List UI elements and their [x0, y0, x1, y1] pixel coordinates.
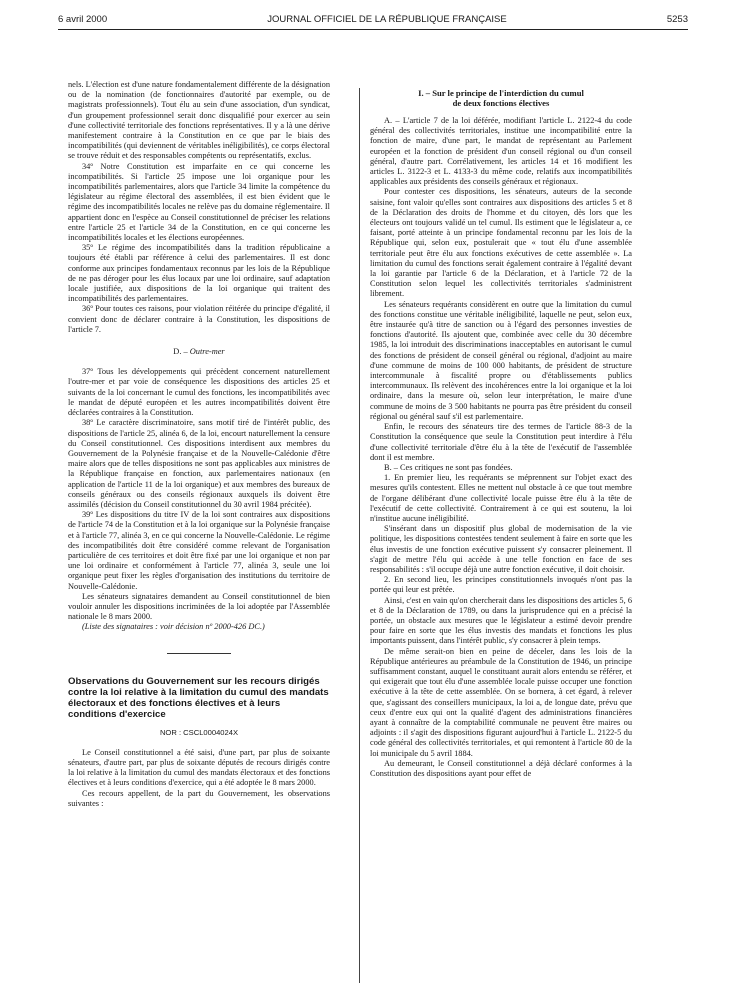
paragraph: Enfin, le recours des sénateurs tire des termes de l'article 88-3 de la Constitution la conséquence que seule la Constitution peut interdire à l'élu d'une collectivité territoriale d'être élu à la tête de l'exécutif de l'assemblée dont il est membre.	[370, 422, 632, 462]
section-heading	[370, 88, 632, 108]
paragraph: 38º Le caractère discriminatoire, sans motif tiré de l'intérêt public, des dispositions de l'article 25, alinéa 6, de la loi, encourt naturellement la censure du Conseil constitutionnel. Ces dispositions interdisent aux membres du Gouvernement de la Polynésie française et de la Nouvelle-Calédonie d'être maire alors que de telles dispositions ne sont pas applicables aux ministres de la République française en fonction, aux parlementaires nationaux (en application de l'article 11 de la loi organique) et aux membres des bureaux de conseils généraux ou des conseils régionaux auxquels ils doivent être assimilés (décision du Conseil constitutionnel du 30 avril 1984 précitée).	[68, 418, 330, 509]
paragraph: S'insérant dans un dispositif plus global de modernisation de la vie politique, les dispositions contestées tendent seulement à faire en sorte que les élus investis de une fonction exécutive puissent s'y consacrer pleinement. Il s'agit de mettre l'élu qui accède à une telle fonction en face de ses responsabilités : s'il occupe déjà une autre fonction exécutive, il doit choisir.	[370, 524, 632, 574]
paragraph: A. – L'article 7 de la loi déférée, modifiant l'article L. 2122-4 du code général des collectivités territoriales, institue une incompatibilité entre la fonction de maire, d'une part, le mandat de représentant au Parlement européen et la fonction de président d'un conseil régional ou d'un conseil général, d'autre part. Corrélativement, les articles 14 et 16 modifient les articles L. 3122-3 et L. 4133-3 du même code, relatifs aux incompatibilités applicables aux présidents des conseils généraux et régionaux.	[370, 116, 632, 187]
paragraph: nels. L'élection est d'une nature fondamentalement différente de la désignation ou de la nomination (de fonctionnaires d'autorité par exemple, ou de magistrats professionnels). Tout élu au sein d'une association, d'un syndicat, d'un groupement professionnel serait donc disqualifié pour exercer au sein d'une collectivité territoriale des fonctions représentatives. Il y a là une dérive manifestement contraire à la Constitution en ce que par le biais des incompatibilités (qui deviennent de véritables inéligibilités), ce corps électoral se trouve réduit et des responsables compétents ou représentatifs, exclus.	[68, 80, 330, 161]
paragraph: 34º Notre Constitution est imparfaite en ce qui concerne les incompatibilités. Si l'article 25 impose une loi organique pour les incompatibilités parlementaires, alors que l'article 34 limite la compétence du législateur au régime électoral des assemblées, il est bien évident que le régime des incompatibilités locales ne relève pas du domaine réglementaire. Il appartient donc en l'espèce au Conseil constitutionnel de préciser les relations entre l'article 25 et l'article 34 de la Constitution, en ce qui concerne les incompatibilités locales et les élections européennes.	[68, 161, 330, 243]
paragraph: De même serait-on bien en peine de déceler, dans les lois de la République antérieures au préambule de la Constitution de 1946, un principe suffisamment constant, auquel le constituant aurait alors entendu se référer, et qui exigerait que tout élu d'une assemblée locale puisse occuper une fonction exécutive à la tête de cette assemblée. On se bornera, à cet égard, à relever que, s'agissant des conseillers municipaux, la loi a, de longue date, prévu que ceux d'entre eux qui ont la qualité d'agent des administrations financières ayant à connaître de la comptabilité communale ne peuvent être maires ou adjoints : il s'agit des dispositions figurant aujourd'hui à l'article L. 2122-5 du code général des collectivités territoriales, et qui remontent à l'article 80 de la loi municipale du 5 avril 1884.	[370, 646, 632, 758]
signatories-note: (Liste des signataires : voir décision nº 2000-426 DC.)	[82, 622, 265, 632]
paragraph: Au demeurant, le Conseil constitutionnel a déjà déclaré conformes à la Constitution des dispositions ayant pour effet de	[370, 758, 632, 778]
paragraph: 37º Tous les développements qui précèdent concernent naturellement l'outre-mer et par voie de conséquence les dispositions des articles 25 et suivants de la loi concernant le cumul des fonctions, les incompatibilités avec le mandat de député européen et les autres incompatibilités doivent être déclarées contraires à la Constitution.	[68, 367, 330, 418]
section-label: D. –	[173, 347, 188, 357]
paragraph: B. – Ces critiques ne sont pas fondées.	[384, 462, 513, 472]
paragraph: Ainsi, c'est en vain qu'on chercherait dans les dispositions des articles 5, 6 et 8 de la Déclaration de 1789, ou dans la jurisprudence qui en a précisé la portée, un obstacle aux mesures que le législateur a estimé devoir prendre pour faire en sorte que les élus investis des mandats et fonctions les plus importants puissent, dans l'intérêt public, s'y consacrer à plein temps.	[370, 595, 632, 646]
paragraph: Les sénateurs signataires demandent au Conseil constitutionnel de bien vouloir annuler les dispositions incriminées de la loi adoptée par l'Assemblée nationale le 8 mars 2000.	[68, 591, 330, 622]
heading-line-2: de deux fonctions électives	[452, 98, 550, 108]
left-column	[68, 80, 330, 809]
section-heading	[68, 347, 330, 357]
right-column	[370, 88, 632, 779]
section-title: Outre-mer	[189, 347, 225, 357]
paragraph: 35º Le régime des incompatibilités dans la tradition républicaine a toujours été établi par référence à celui des parlementaires. Il est donc conforme aux principes fondamentaux reconnus par les lois de la République de ne pas déroger pour les élus locaux par une loi ordinaire, sauf adaptation locale justifiée, aux dispositions de la loi organique qui traitent des incompatibilités des parlementaires.	[68, 243, 330, 304]
paragraph: 1. En premier lieu, les requérants se méprennent sur l'objet exact des mesures qu'ils contestent. Elles ne mettent nul obstacle à ce que tout membre de l'organe délibérant d'une collectivité locale puisse être élu à la tête de l'exécutif de cette collectivité. Contrairement à ce qui est soutenu, la loi n'institue aucune inéligibilité.	[370, 473, 632, 523]
paragraph: 39º Les dispositions du titre IV de la loi sont contraires aux dispositions de l'article 74 de la Constitution et à la loi organique sur la Polynésie française et à l'article 77, alinéa 3, en ce qui concerne la Nouvelle-Calédonie. Le régime des incompatibilités doit être considéré comme relevant de l'organisation particulière de ces territoires et doit être fixé par une loi organique et non par une loi ordinaire et conformément à l'article 77, alinéa 3, seule une loi organique peut fixer les règles d'organisation des institutions du territoire de Nouvelle-Calédonie.	[68, 510, 330, 591]
header-journal-title: JOURNAL OFFICIEL DE LA RÉPUBLIQUE FRANÇAISE	[267, 14, 507, 25]
header-date: 6 avril 2000	[58, 14, 108, 25]
paragraph: Les sénateurs requérants considèrent en outre que la limitation du cumul des fonctions constitue une véritable inéligibilité, laquelle ne peut, selon eux, être instaurée qu'à titre de sanction ou à l'égard des personnes investies de fonctions d'autorité. Ils ajoutent que, combinée avec celle du 30 décembre 1985, la loi introduit des discriminations inacceptables en autorisant le cumul des fonctions de président de conseil général ou régional, d'adjoint au maire d'une commune de moins de 100 000 habitants, de président de structure intercommunale à fiscalité propre ou d'établissements publics intercommunaux. Ils relèvent des incohérences entre la loi organique et la loi ordinaire, dans la mesure où, selon leur interprétation, le maire d'une commune de moins de 3 500 habitants ne pourra pas être président du conseil régional ou général sauf s'il est parlementaire.	[370, 299, 632, 421]
observations-title: Observations du Gouvernement sur les recours dirigés contre la loi relative à la limitation du cumul des mandats électoraux et des fonctions électives et à leurs conditions d'exercice	[68, 675, 329, 720]
paragraph: Ces recours appellent, de la part du Gouvernement, les observations suivantes :	[68, 788, 330, 808]
nor-reference: NOR : CSCL0004024X	[159, 727, 239, 737]
column-divider	[359, 88, 360, 983]
header-rule	[58, 29, 688, 30]
paragraph: 2. En second lieu, les principes constitutionnels invoqués n'ont pas la portée qui leur est prêtée.	[370, 575, 632, 595]
heading-line-1: I. – Sur le principe de l'interdiction du cumul	[418, 88, 584, 98]
separator	[167, 653, 231, 654]
paragraph: Pour contester ces dispositions, les sénateurs, auteurs de la seconde saisine, font valoir qu'elles sont contraires aux dispositions des articles 5 et 8 de la Déclaration des droits de l'homme et du citoyen, dès lors que les électeurs ont toujours validé un tel cumul. Ils estiment que le législateur a, ce faisant, porté atteinte à un principe fondamental reconnu par les lois de la République qui, selon eux, postulerait que « tout élu d'une assemblée territoriale peut être élu aux fonctions exécutives de cette assemblée ». La limitation du cumul des fonctions serait également contraire à l'égalité devant la loi garantie par l'article 6 de la Déclaration, et à l'article 72 de la Constitution selon lequel les collectivités territoriales s'administrent librement.	[370, 187, 632, 299]
paragraph: 36º Pour toutes ces raisons, pour violation réitérée du principe d'égalité, il convient donc de déclarer contraire à la Constitution, les dispositions de l'article 7.	[68, 304, 330, 334]
page-header	[58, 14, 688, 28]
header-page-number: 5253	[666, 14, 688, 25]
paragraph: Le Conseil constitutionnel a été saisi, d'une part, par plus de soixante sénateurs, d'autre part, par plus de soixante députés de recours dirigés contre la loi relative à la limitation du cumul des mandats électoraux et des fonctions électives et à leurs conditions d'exercice, qui a été adoptée le 8 mars 2000.	[68, 747, 330, 788]
